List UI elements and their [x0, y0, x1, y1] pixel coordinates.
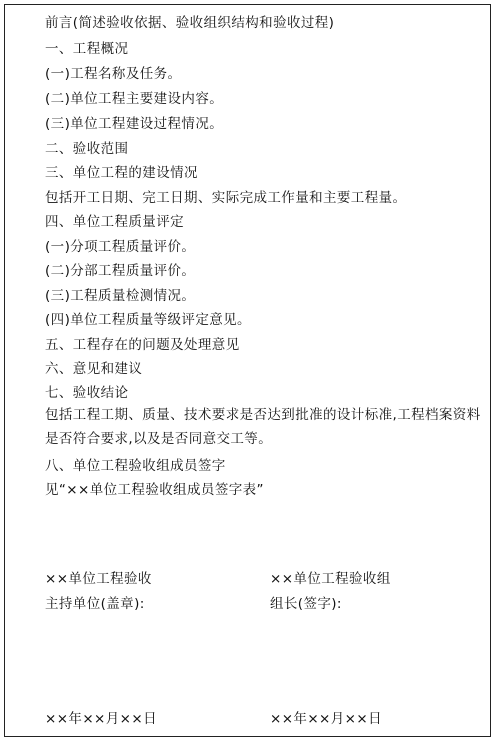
heading-construction: 三、单位工程的建设情况 [45, 165, 198, 181]
signature-reference: 见“××单位工程验收组成员签字表” [45, 482, 264, 498]
heading-quality: 四、单位工程质量评定 [45, 214, 184, 230]
item-grade-opinion: (四)单位工程质量等级评定意见。 [45, 312, 251, 328]
signature-left-date: ××年××月××日 [45, 711, 157, 727]
heading-conclusion: 七、验收结论 [45, 385, 129, 401]
item-part-quality: (二)分部工程质量评价。 [45, 263, 196, 279]
signature-right-role: 组长(签字): [270, 596, 342, 612]
item-item-quality: (一)分项工程质量评价。 [45, 239, 196, 255]
heading-scope: 二、验收范围 [45, 141, 129, 157]
preface-line: 前言(简述验收依据、验收组织结构和验收过程) [45, 15, 335, 31]
conclusion-paragraph: 包括工程工期、质量、技术要求是否达到批准的设计标准,工程档案资料是否符合要求,以及是否同意交工等。 [45, 407, 481, 447]
item-build-process: (三)单位工程建设过程情况。 [45, 116, 224, 132]
signature-right-title: ××单位工程验收组 [270, 571, 391, 587]
item-main-content: (二)单位工程主要建设内容。 [45, 91, 224, 107]
heading-signatures: 八、单位工程验收组成员签字 [45, 458, 226, 474]
signature-left-role: 主持单位(盖章): [45, 596, 145, 612]
signature-right-date: ××年××月××日 [270, 711, 382, 727]
signature-left-title: ××单位工程验收 [45, 571, 152, 587]
heading-overview: 一、工程概况 [45, 41, 129, 57]
item-inspection: (三)工程质量检测情况。 [45, 288, 196, 304]
heading-issues: 五、工程存在的问题及处理意见 [45, 337, 240, 353]
document-page [4, 4, 491, 737]
heading-suggestions: 六、意见和建议 [45, 361, 143, 377]
item-project-name: (一)工程名称及任务。 [45, 66, 182, 82]
construction-detail: 包括开工日期、完工日期、实际完成工作量和主要工程量。 [45, 190, 407, 206]
